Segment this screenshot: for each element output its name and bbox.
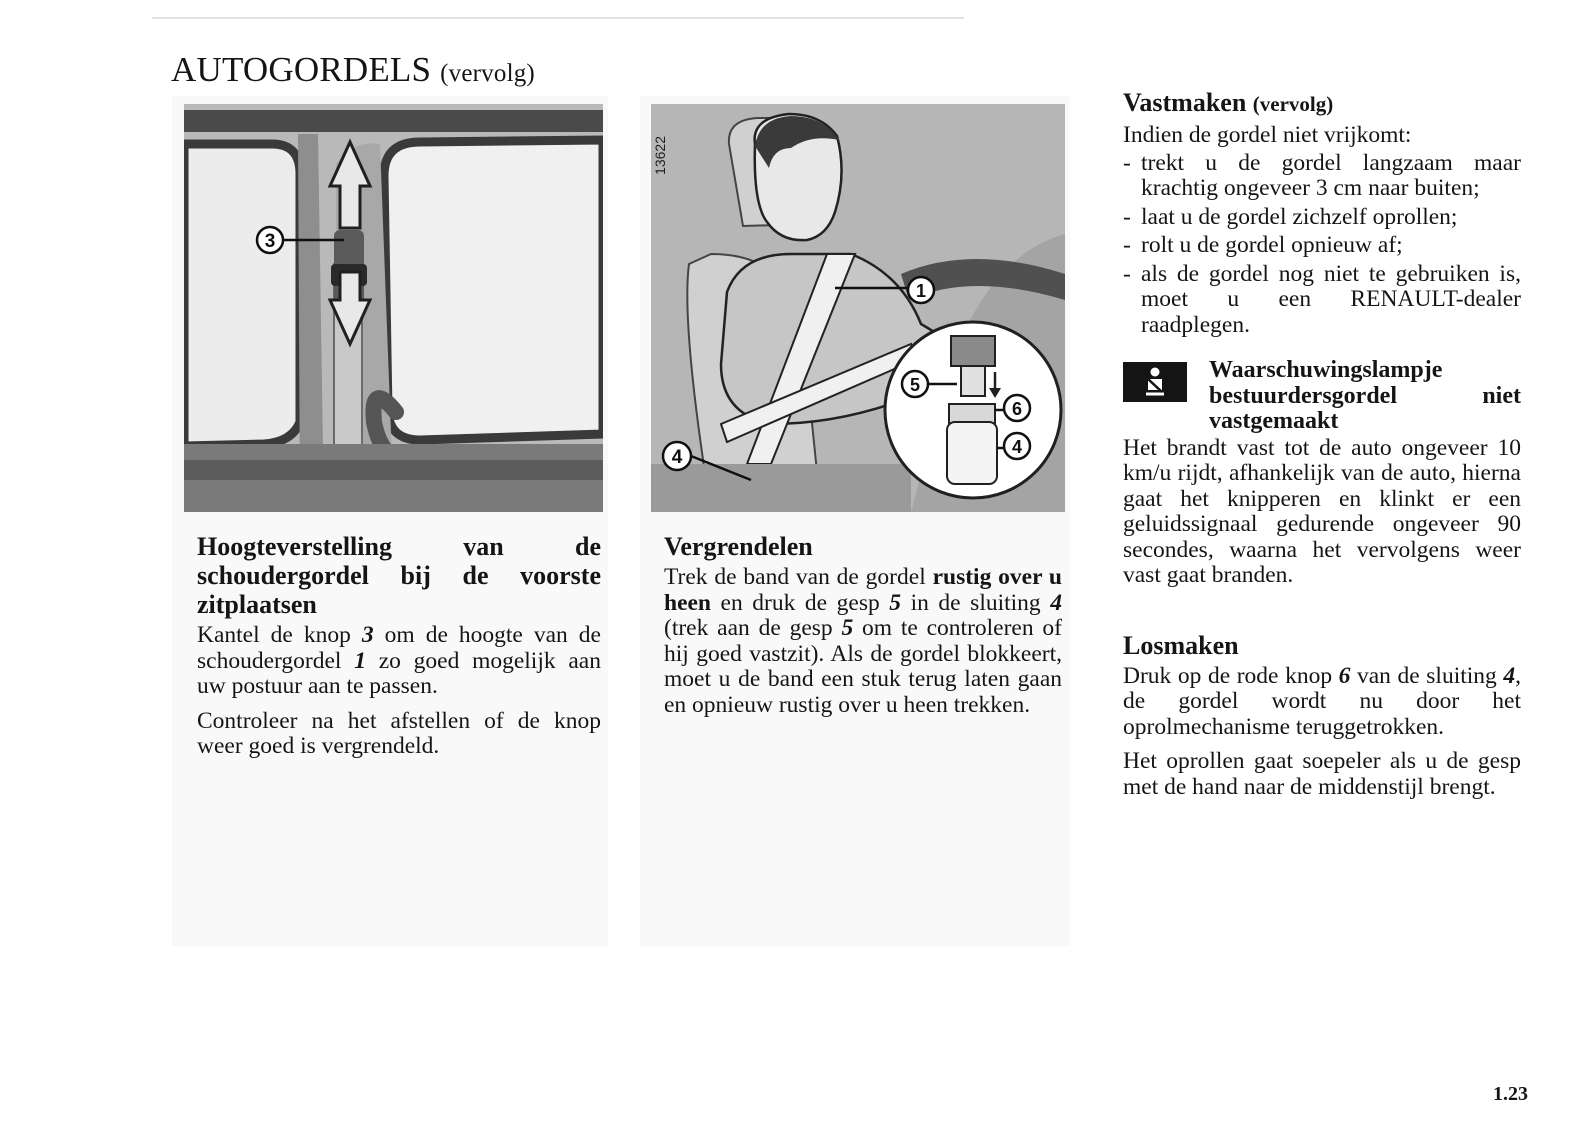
paragraph-retraction-tip: Het oprollen gaat soepeler als u de gesp met de hand naar de middenstijl brengt. xyxy=(1123,748,1521,800)
paragraph-release: Druk op de rode knop 6 van de sluiting 4, de gordel wordt nu door het oprolmechanisme teruggetrokken. xyxy=(1123,662,1522,740)
page-number: 1.23 xyxy=(1493,1083,1528,1105)
driver-belt-illustration xyxy=(651,104,1065,512)
list-item: - laat u de gordel zichzelf oprollen; xyxy=(1123,205,1521,231)
callout-6: 6 xyxy=(1011,399,1023,419)
callout-4-detail: 4 xyxy=(1011,437,1023,457)
list-item: - rolt u de gordel opnieuw af; xyxy=(1123,233,1521,259)
paragraph-belt-not-released: Indien de gordel niet vrijkomt: xyxy=(1123,122,1412,148)
warning-box xyxy=(1123,358,1521,435)
warning-title: Waarschuwingslampje bestuurdersgordel niet vastgemaakt xyxy=(1209,357,1521,434)
figure-ref-number: 13622 xyxy=(652,136,668,175)
paragraph-height-adjustment: Kantel de knop 3 om de hoogte van de schoudergordel 1 zo goed mogelijk aan uw postuur aan te passen. xyxy=(197,622,601,699)
list-item: - trekt u de gordel langzaam maar krachtig ongeveer 3 cm naar buiten; xyxy=(1123,151,1521,202)
heading-fastening-continued: Vastmaken (vervolg) xyxy=(1123,88,1334,117)
section-fastening xyxy=(664,532,1062,727)
paragraph-fastening: Trek de band van de gordel rustig over u heen en druk de gesp 5 in de sluiting 4 (trek aan de gesp 5 om te controleren of hij goed vastzit). Als de gordel blokkeert, moet u de band een stuk terug laten gaan en opnieuw rustig over u heen trekken. xyxy=(664,564,1062,718)
seatbelt-warning-icon xyxy=(1123,362,1187,402)
callout-5: 5 xyxy=(909,375,921,395)
section-right-column xyxy=(1123,88,1521,809)
list-item: - als de gordel nog niet te gebruiken is, moet u een RENAULT-dealer raadplegen. xyxy=(1123,262,1521,339)
page-title-sub: (vervolg) xyxy=(440,60,535,87)
belt-adjuster-illustration xyxy=(184,104,603,512)
heading-height-adjustment: Hoogteverstelling van de schoudergordel bij de voorste zitplaatsen xyxy=(197,532,601,619)
heading-release: Losmaken xyxy=(1123,630,1239,660)
figure-belt-height-adjuster xyxy=(184,104,603,512)
callout-4: 4 xyxy=(671,447,683,468)
callout-1: 1 xyxy=(915,281,927,301)
paragraph-warning-light: Het brandt vast tot de auto ongeveer 10 km/u rijdt, afhankelijk van de auto, hierna gaat het knipperen en klinkt er een geluidssignaal gedurende ongeveer 90 secondes, waarna het vervolgens weer vast gaat branden. xyxy=(1123,434,1521,588)
page-title-main: AUTOGORDELS xyxy=(171,50,432,89)
callout-3: 3 xyxy=(264,231,276,252)
page-title xyxy=(171,50,535,90)
paragraph-check-locked: Controleer na het afstellen of de knop weer goed is vergrendeld. xyxy=(197,707,601,759)
figure-driver-fastening-belt xyxy=(651,104,1065,512)
list-belt-release-steps xyxy=(1123,151,1521,339)
section-height-adjustment xyxy=(197,532,601,769)
header-rule xyxy=(152,17,964,19)
heading-fastening: Vergrendelen xyxy=(664,532,813,561)
